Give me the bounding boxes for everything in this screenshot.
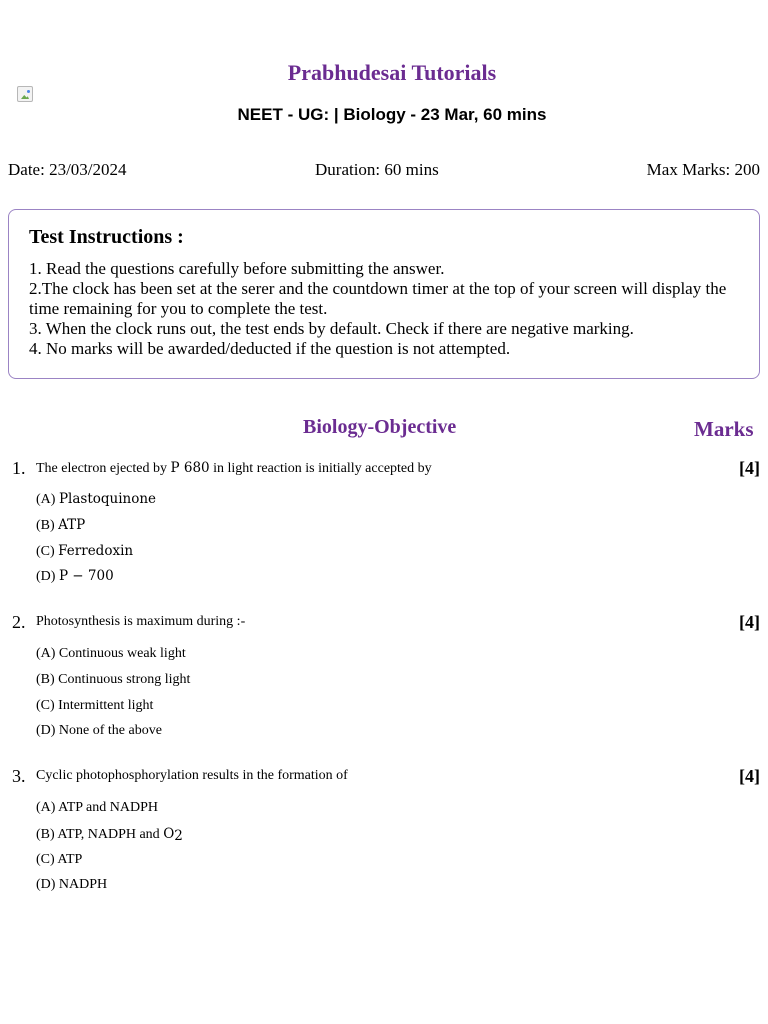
option-a[interactable] [36,491,156,508]
option-a[interactable]: (A) ATP and NADPH [36,800,158,815]
question-text: Cyclic photophosphorylation results in the formation of [36,768,348,783]
question-marks: [4] [739,458,760,478]
question-text [36,460,432,477]
question-math: P 680 [170,460,210,476]
test-duration: Duration: 60 mins [315,160,439,179]
option-text: (B) ATP, NADPH and [36,827,164,842]
test-meta-row [8,160,760,182]
option-c[interactable]: (C) ATP [36,852,83,867]
option-d[interactable]: (D) NADPH [36,877,108,892]
instructions-title: Test Instructions : [29,226,184,248]
option-c[interactable]: (C) Intermittent light [36,698,154,713]
option-b[interactable] [36,517,85,534]
question-marks: [4] [739,766,760,786]
test-date: Date: 23/03/2024 [8,160,127,179]
marks-column-heading: Marks [694,417,754,441]
option-math: P − 700 [58,568,114,584]
option-d[interactable]: (D) None of the above [36,723,162,738]
instruction-line: 2.The clock has been set at the serer and the countdown timer at the top of your screen will display the time remaining for you to complete the test. [29,279,727,318]
instruction-line: 1. Read the questions carefully before submitting the answer. [29,259,445,278]
option-a[interactable]: (A) Continuous weak light [36,646,186,661]
option-b[interactable] [36,826,183,844]
question-text-part: in light reaction is initially accepted by [209,461,432,476]
instructions-box [8,209,760,379]
option-math: ATP [58,517,86,533]
test-max-marks: Max Marks: 200 [646,160,760,179]
option-d[interactable] [36,568,114,585]
option-math-subscript: 2 [174,828,183,844]
question-number: 2. [12,612,26,632]
option-c[interactable] [36,543,133,560]
test-subtitle: NEET - UG: | Biology - 23 Mar, 60 mins [237,105,547,124]
question-number: 3. [12,766,26,786]
option-label: (B) [36,518,59,533]
page-title: Prabhudesai Tutorials [287,60,497,85]
option-math: O [163,826,175,842]
option-math: Ferredoxin [58,543,134,559]
question-2 [0,612,768,762]
section-title: Biology-Objective [303,416,457,438]
question-marks: [4] [739,612,760,632]
question-number: 1. [12,458,26,478]
instruction-line: 3. When the clock runs out, the test ends by default. Check if there are negative marking. [29,319,634,338]
option-label: (C) [36,544,59,559]
instruction-line: 4. No marks will be awarded/deducted if the question is not attempted. [29,339,511,358]
question-text: Photosynthesis is maximum during :- [36,614,246,629]
option-math: Plastoquinone [58,491,157,507]
option-label: (A) [36,492,59,507]
broken-logo-image-icon [17,86,33,102]
question-text-part: The electron ejected by [36,461,171,476]
question-3 [0,766,768,916]
option-label: (D) [36,569,59,584]
question-1 [0,458,768,608]
option-b[interactable]: (B) Continuous strong light [36,672,191,687]
